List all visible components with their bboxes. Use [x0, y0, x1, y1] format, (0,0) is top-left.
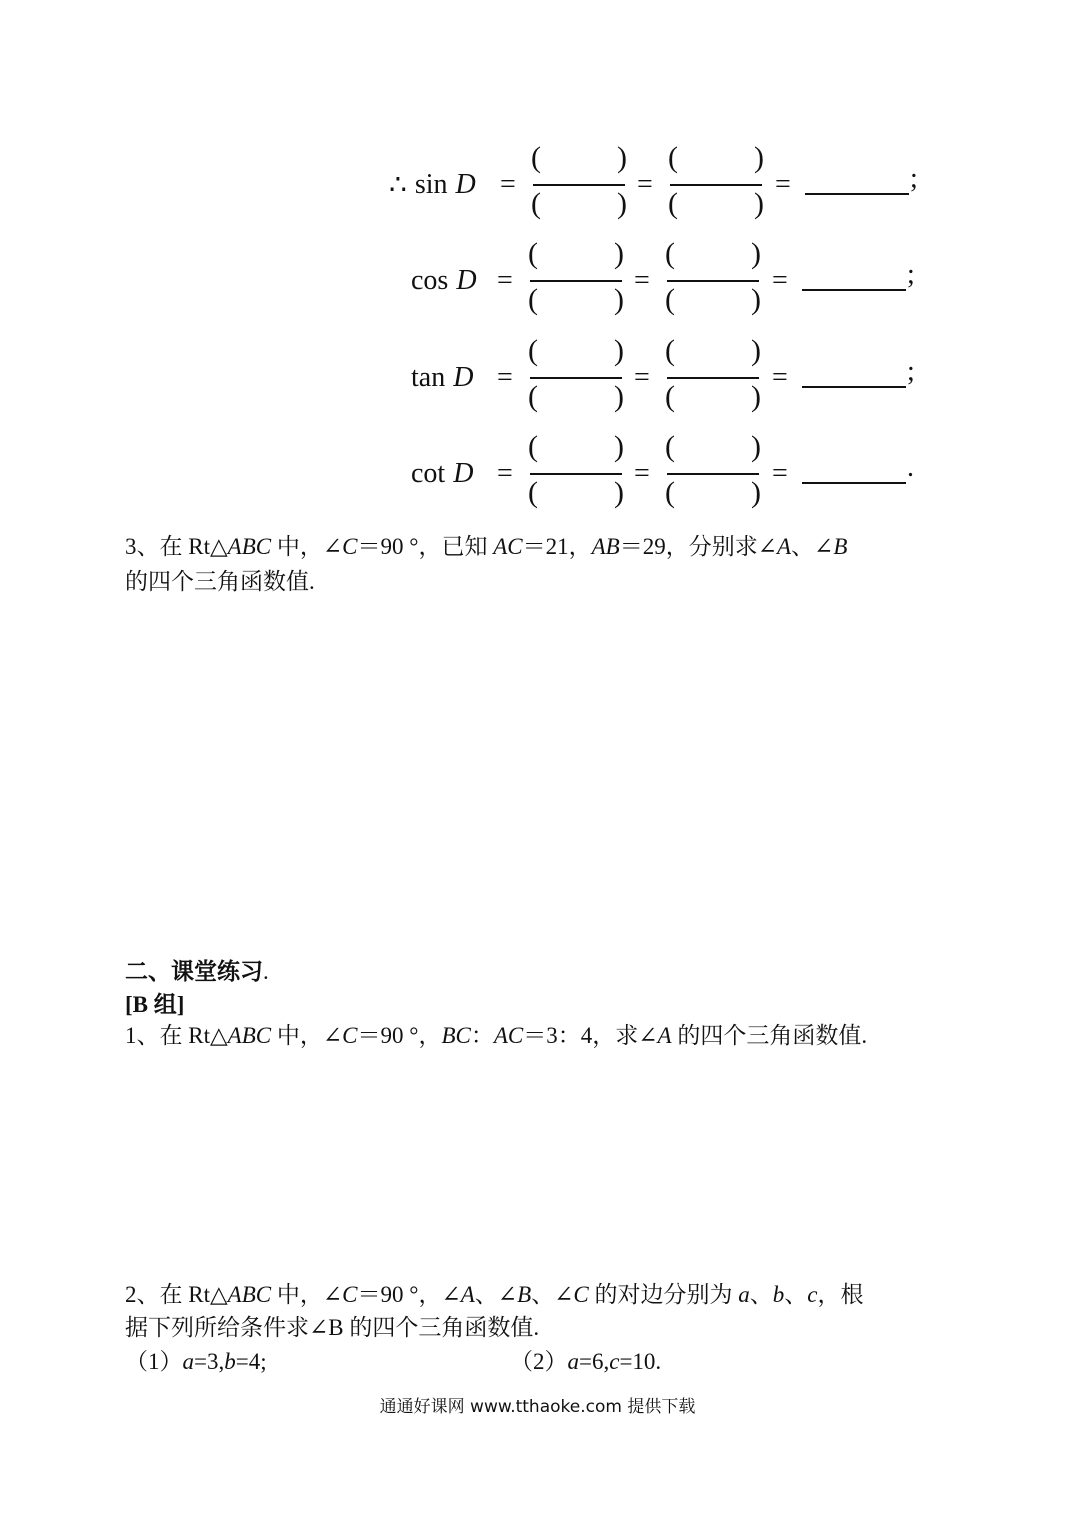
formula-label [411, 233, 477, 329]
b2-text: 、∠ [531, 1282, 574, 1307]
close-paren: ) [751, 476, 761, 509]
group-label: [B 组] [125, 992, 185, 1017]
fraction-blank [666, 137, 766, 233]
sub-var: a [182, 1349, 194, 1374]
close-paren: ) [751, 237, 761, 270]
b2-var: c [807, 1282, 818, 1307]
q3-var: ABC [227, 534, 272, 559]
q3-text: 中，∠ [271, 534, 343, 559]
sub-text: =3, [194, 1349, 225, 1374]
b2-text: 、 [749, 1282, 773, 1307]
sub-text: =6, [579, 1349, 610, 1374]
denominator-parens [529, 187, 629, 221]
end-punctuation: . [907, 452, 914, 483]
b-question-1 [125, 1017, 867, 1050]
fraction-bar [667, 473, 759, 475]
b1-var: A [657, 1023, 672, 1048]
denominator-parens [663, 283, 763, 317]
equals-sign: = [634, 265, 650, 296]
sub-var: c [609, 1349, 620, 1374]
b2-text: 2、在 Rt△ [125, 1282, 228, 1307]
denominator-parens [526, 283, 626, 317]
numerator-parens [526, 334, 626, 368]
b1-text: ＝90 °， [357, 1023, 442, 1048]
numerator-parens [663, 430, 763, 464]
formula-label [389, 137, 476, 233]
section-heading-dot: . [263, 959, 269, 984]
open-paren: ( [668, 141, 678, 174]
denominator-parens [526, 476, 626, 510]
open-paren: ( [665, 476, 675, 509]
close-paren: ) [751, 283, 761, 316]
numerator-parens [526, 430, 626, 464]
formula-label [411, 426, 473, 522]
b-question-2-line-2: 据下列所给条件求∠B 的四个三角函数值. [125, 1315, 540, 1340]
fraction-blank [663, 330, 763, 426]
open-paren: ( [528, 237, 538, 270]
fraction-bar [670, 184, 762, 186]
formula-row-cos [0, 233, 1075, 329]
b2-var: B [517, 1282, 532, 1307]
end-punctuation: ; [907, 356, 915, 387]
b2-var: A [460, 1282, 475, 1307]
open-paren: ( [528, 476, 538, 509]
question-3-line-1 [125, 528, 847, 561]
denominator-parens [663, 380, 763, 414]
numerator-parens [663, 237, 763, 271]
b2-var: b [772, 1282, 785, 1307]
section-heading-text: 二、课堂练习 [125, 959, 263, 984]
open-paren: ( [668, 187, 678, 220]
denominator-parens [663, 476, 763, 510]
open-paren: ( [665, 283, 675, 316]
formula-row-sin [0, 137, 1075, 233]
b1-text: ： [470, 1023, 494, 1048]
equals-sign: = [497, 458, 513, 489]
equals-sign: = [634, 458, 650, 489]
b-question-2-line-1 [125, 1276, 863, 1309]
denominator-parens [526, 380, 626, 414]
numerator-parens [529, 141, 629, 175]
answer-blank-line [802, 482, 906, 484]
q3-text: ＝29，分别求∠ [619, 534, 777, 559]
b2-var: C [573, 1282, 589, 1307]
answer-blank-line [805, 193, 909, 195]
equals-sign: = [497, 362, 513, 393]
fraction-bar [533, 184, 625, 186]
close-paren: ) [754, 187, 764, 220]
close-paren: ) [614, 380, 624, 413]
b-question-2-sub-2 [510, 1343, 661, 1376]
fraction-blank [526, 426, 626, 522]
formula-row-cot [0, 426, 1075, 522]
close-paren: ) [614, 237, 624, 270]
b2-text: 中，∠ [271, 1282, 343, 1307]
angle-variable: D [456, 265, 477, 296]
b1-var: BC [441, 1023, 471, 1048]
sub-var: a [567, 1349, 579, 1374]
close-paren: ) [617, 141, 627, 174]
open-paren: ( [531, 141, 541, 174]
trig-function-name: cot [411, 458, 446, 489]
b2-text: 的对边分别为 [588, 1282, 739, 1307]
formula-row-tan [0, 330, 1075, 426]
b1-var: ABC [227, 1023, 272, 1048]
close-paren: ) [614, 283, 624, 316]
close-paren: ) [751, 334, 761, 367]
therefore-symbol: ∴ [389, 170, 407, 201]
b1-text: 中，∠ [271, 1023, 343, 1048]
open-paren: ( [531, 187, 541, 220]
equals-sign: = [775, 169, 791, 200]
formula-label [411, 330, 473, 426]
open-paren: ( [665, 430, 675, 463]
q3-var: AB [591, 534, 620, 559]
sub-text: =10. [619, 1349, 662, 1374]
equals-sign: = [772, 265, 788, 296]
fraction-bar [530, 280, 622, 282]
fraction-blank [529, 137, 629, 233]
b2-text: 、∠ [474, 1282, 518, 1307]
open-paren: ( [528, 380, 538, 413]
fraction-blank [526, 233, 626, 329]
answer-blank-line [802, 289, 906, 291]
b1-text: 的四个三角函数值. [671, 1023, 868, 1048]
q3-var: AC [493, 534, 523, 559]
q3-text: 3、在 Rt△ [125, 534, 228, 559]
open-paren: ( [528, 334, 538, 367]
numerator-parens [526, 237, 626, 271]
q3-var: C [342, 534, 358, 559]
q3-text: ＝90 °，已知 [357, 534, 494, 559]
close-paren: ) [617, 187, 627, 220]
q3-var: A [776, 534, 792, 559]
open-paren: ( [665, 237, 675, 270]
equals-sign: = [637, 169, 653, 200]
trig-function-name: tan [411, 362, 446, 393]
fraction-blank [663, 233, 763, 329]
fraction-bar [530, 473, 622, 475]
sub-text: （2） [510, 1349, 568, 1374]
b-question-2-sub-1 [125, 1343, 267, 1376]
fraction-bar [667, 280, 759, 282]
close-paren: ) [751, 430, 761, 463]
end-punctuation: ; [907, 259, 915, 290]
close-paren: ) [614, 430, 624, 463]
numerator-parens [663, 334, 763, 368]
trig-function-name: cos [411, 265, 449, 296]
b2-text: 、 [784, 1282, 808, 1307]
close-paren: ) [751, 380, 761, 413]
close-paren: ) [614, 334, 624, 367]
q3-text: 、∠ [791, 534, 834, 559]
close-paren: ) [614, 476, 624, 509]
sub-var: b [224, 1349, 236, 1374]
section-heading [125, 953, 269, 986]
fraction-blank [663, 426, 763, 522]
open-paren: ( [528, 430, 538, 463]
answer-blank-line [802, 386, 906, 388]
fraction-bar [530, 377, 622, 379]
sub-text: =4; [235, 1349, 267, 1374]
angle-variable: D [453, 362, 474, 393]
b2-text: ，根 [817, 1282, 864, 1307]
b1-var: AC [493, 1023, 524, 1048]
page-footer: 通通好课网 www.tthaoke.com 提供下载 [379, 1397, 696, 1417]
b2-text: ＝90 °，∠ [357, 1282, 461, 1307]
end-punctuation: ; [910, 163, 918, 194]
equals-sign: = [772, 458, 788, 489]
sub-text: （1） [125, 1349, 183, 1374]
open-paren: ( [665, 334, 675, 367]
fraction-bar [667, 377, 759, 379]
open-paren: ( [665, 380, 675, 413]
close-paren: ) [754, 141, 764, 174]
equals-sign: = [497, 265, 513, 296]
question-3-line-2: 的四个三角函数值. [125, 569, 315, 594]
b1-text: ＝3：4，求∠ [523, 1023, 658, 1048]
numerator-parens [666, 141, 766, 175]
trig-function-name: sin [414, 169, 448, 200]
angle-variable: D [453, 458, 474, 489]
open-paren: ( [528, 283, 538, 316]
angle-variable: D [455, 169, 476, 200]
b1-text: 1、在 Rt△ [125, 1023, 228, 1048]
b2-var: ABC [227, 1282, 272, 1307]
b2-var: C [342, 1282, 358, 1307]
b1-var: C [342, 1023, 358, 1048]
equals-sign: = [500, 169, 516, 200]
b2-var: a [738, 1282, 750, 1307]
q3-text: ＝21， [522, 534, 592, 559]
equals-sign: = [634, 362, 650, 393]
fraction-blank [526, 330, 626, 426]
q3-var: B [833, 534, 848, 559]
denominator-parens [666, 187, 766, 221]
equals-sign: = [772, 362, 788, 393]
